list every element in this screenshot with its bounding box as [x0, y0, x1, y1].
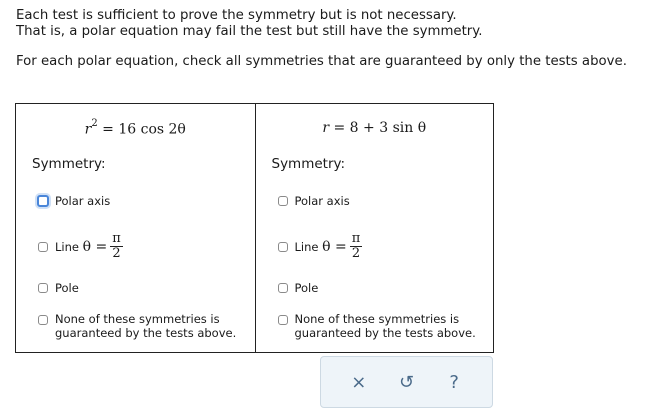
polar-axis-option-2[interactable] — [278, 194, 350, 208]
line-pi-over-2-option-1[interactable] — [38, 232, 123, 261]
none-label — [295, 312, 476, 340]
pi-over-2-fraction — [110, 232, 123, 261]
checkbox[interactable] — [37, 195, 49, 207]
checkbox[interactable] — [278, 283, 288, 293]
equation-2-var: r — [322, 120, 330, 136]
equation-2-rhs: = 8 + 3 sin θ — [333, 120, 427, 136]
checkbox[interactable] — [278, 242, 288, 252]
none-label-line-1: None of these symmetries is — [55, 312, 220, 326]
help-icon[interactable]: ? — [449, 371, 459, 393]
line-theta: θ = — [322, 238, 347, 255]
checkbox[interactable] — [38, 315, 48, 325]
line-pi-over-2-option-2[interactable] — [278, 232, 363, 261]
fraction-numerator: π — [112, 231, 121, 246]
fraction-denominator: 2 — [351, 246, 361, 261]
symmetry-table — [15, 103, 494, 353]
line-theta: θ = — [82, 238, 108, 255]
symmetry-label: Symmetry: — [271, 156, 346, 172]
pole-option-2[interactable] — [278, 281, 319, 295]
polar-axis-option-1[interactable] — [38, 194, 110, 208]
none-label-line-2: guaranteed by the tests above. — [55, 326, 237, 340]
equation-1-var: r — [84, 121, 92, 138]
equation-1 — [16, 120, 255, 138]
equation-1-exponent: 2 — [91, 118, 98, 129]
fraction-numerator: π — [351, 231, 361, 246]
symmetry-label: Symmetry: — [32, 156, 106, 172]
line-label: Line — [55, 239, 79, 254]
equation-column-2 — [255, 104, 494, 352]
checkbox[interactable] — [278, 196, 288, 206]
pole-label: Pole — [294, 281, 319, 295]
instruction-line-3: For each polar equation, check all symmetries that are guaranteed by only the tests above. — [16, 54, 627, 69]
none-label — [55, 312, 236, 340]
answer-toolbar — [320, 356, 493, 408]
checkbox[interactable] — [38, 242, 48, 252]
fraction-denominator: 2 — [112, 246, 121, 261]
pi-over-2-fraction — [350, 232, 363, 261]
instructions — [16, 8, 627, 70]
clear-icon[interactable]: × — [351, 371, 367, 393]
none-label-line-2: guaranteed by the tests above. — [294, 326, 476, 340]
instruction-line-2: That is, a polar equation may fail the test but still have the symmetry. — [16, 24, 483, 39]
undo-icon[interactable]: ↺ — [398, 371, 415, 393]
instruction-line-1: Each test is sufficient to prove the symmetry but is not necessary. — [16, 8, 457, 23]
polar-axis-label: Polar axis — [55, 194, 111, 208]
line-label: Line — [294, 239, 319, 254]
polar-axis-label: Polar axis — [294, 194, 350, 208]
none-option-2[interactable] — [278, 312, 476, 340]
none-option-1[interactable] — [38, 312, 236, 340]
equation-1-rhs: = 16 cos 2θ — [102, 121, 186, 138]
pole-label: Pole — [55, 281, 79, 295]
equation-column-1 — [16, 104, 255, 352]
checkbox[interactable] — [278, 315, 288, 325]
checkbox[interactable] — [38, 283, 48, 293]
none-label-line-1: None of these symmetries is — [294, 312, 460, 326]
equation-2 — [256, 120, 494, 136]
pole-option-1[interactable] — [38, 281, 79, 295]
